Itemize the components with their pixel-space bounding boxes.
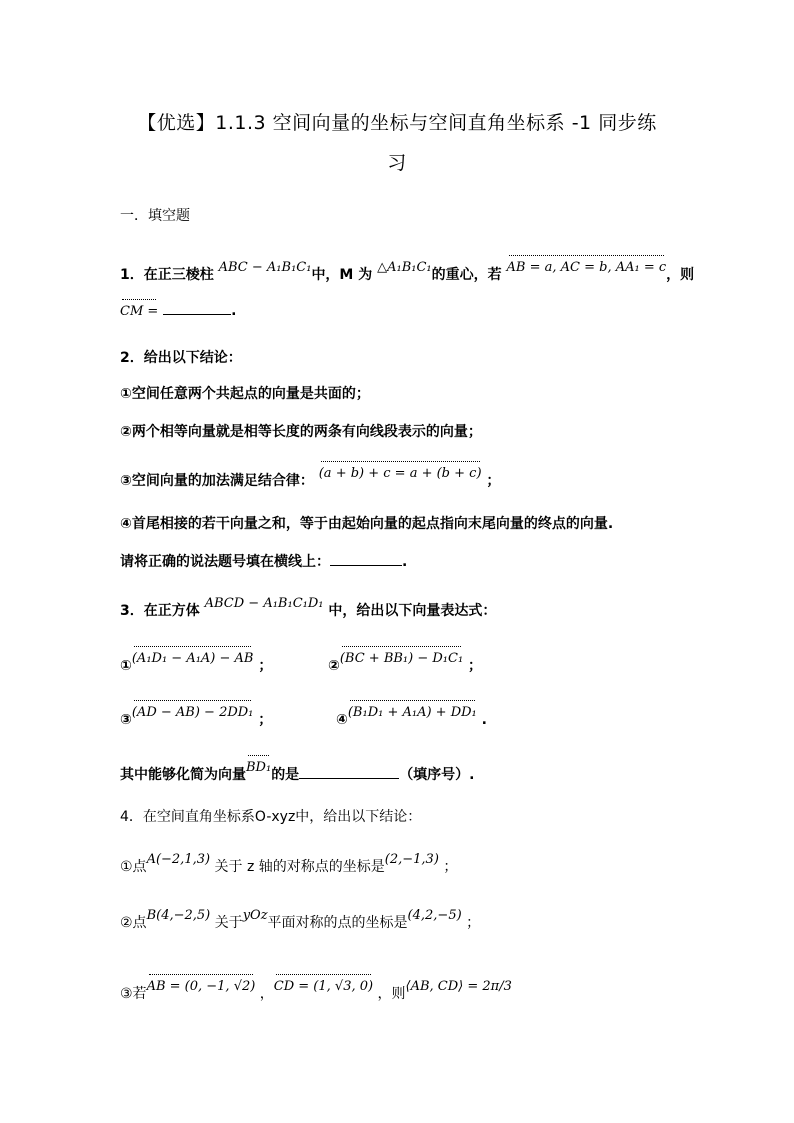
statement-4-2-b: 关于 [214, 915, 243, 931]
statement-4-3-c: ，则 [377, 986, 406, 1002]
option-3-1-number: ① [120, 658, 132, 674]
statement-4-2 [120, 908, 481, 933]
vector-bd1-expression: BD₁ [246, 760, 272, 775]
statement-2-3-end: ； [486, 473, 501, 489]
statement-4-2-end: ； [466, 915, 481, 931]
statement-2-2: ②两个相等向量就是相等长度的两条有向线段表示的向量； [120, 424, 482, 440]
option-3-4 [336, 705, 487, 730]
statement-4-1-a: ①点 [120, 859, 147, 875]
answer-blank-1[interactable] [163, 302, 231, 315]
statement-2-3 [120, 466, 501, 491]
symmetric-point-z-expression: (2,−1,3) [384, 852, 439, 867]
question-2-prompt-text: 请将正确的说法题号填在横线上： [120, 554, 330, 570]
statement-2-3-text: ③空间向量的加法满足结合律： [120, 473, 314, 489]
option-3-3-number: ③ [120, 712, 132, 728]
question-2-prompt-end: . [402, 554, 408, 570]
given-vectors-expression: AB = a, AC = b, AA₁ = c [506, 260, 667, 275]
vector-ab-coordinates: AB = (0, −1, √2) [146, 979, 256, 994]
point-b-expression: B(4,−2,5) [146, 908, 211, 923]
symmetric-point-yoz-expression: (4,2,−5) [407, 908, 462, 923]
option-3-2-expression: (BC + BB₁) − D₁C₁ [339, 651, 464, 666]
question-1-text-b: 中，M 为 [311, 267, 373, 283]
question-3-heading-b: 中，给出以下向量表达式： [328, 603, 497, 619]
statement-2-4: ④首尾相接的若干向量之和，等于由起始向量的起点指向末尾向量的终点的向量. [120, 516, 614, 532]
statement-4-1-b: 关于 z 轴的对称点的坐标是 [214, 859, 385, 875]
statement-4-2-a: ②点 [120, 915, 147, 931]
question-3-prompt [120, 760, 475, 785]
document-title-line2: 习 [387, 152, 407, 174]
question-3-heading-a: 3．在正方体 [120, 603, 200, 619]
option-3-1 [120, 651, 273, 676]
option-3-3-expression: (AD − AB) − 2DD₁ [131, 705, 254, 720]
statement-4-3-a: ③若 [120, 986, 147, 1002]
point-a-expression: A(−2,1,3) [146, 852, 211, 867]
option-3-3-end: ； [258, 712, 273, 728]
question-1-end: . [231, 303, 237, 319]
question-3-prompt-b: 的是 [271, 767, 300, 783]
answer-blank-3[interactable] [299, 766, 399, 779]
plane-yoz-expression: yOz [242, 908, 268, 923]
statement-4-1 [120, 852, 458, 877]
question-1-number: 1． [120, 267, 144, 283]
question-1-line2 [120, 302, 237, 321]
angle-expression: ⟨AB, CD⟩ = 2π/3 [405, 979, 512, 994]
question-3-prompt-c: （填序号）. [399, 767, 475, 783]
question-1-text-c: 的重心，若 [431, 267, 502, 283]
option-3-2 [328, 651, 483, 676]
associative-law-expression: (a + b) + c = a + (b + c) [318, 466, 482, 481]
statement-4-2-c: 平面对称的点的坐标是 [267, 915, 408, 931]
option-3-3 [120, 705, 273, 730]
statement-2-1: ①空间任意两个共起点的向量是共面的； [120, 386, 370, 402]
vector-cm-expression: CM = [120, 304, 159, 319]
option-3-2-end: ； [468, 658, 483, 674]
option-3-4-expression: (B₁D₁ + A₁A) + DD₁ [347, 705, 477, 720]
option-3-4-number: ④ [336, 712, 348, 728]
question-1-text-d: ，则 [666, 267, 695, 283]
question-3-prompt-a: 其中能够化简为向量 [120, 767, 246, 783]
question-2-prompt [120, 553, 407, 571]
vector-cd-coordinates: CD = (1, √3, 0) [273, 979, 374, 994]
statement-4-3 [120, 979, 512, 1004]
statement-4-3-b: ， [259, 986, 274, 1002]
question-1-line1 [120, 260, 695, 285]
question-2-heading: 2．给出以下结论： [120, 350, 242, 366]
option-3-4-end: . [481, 712, 487, 728]
cube-expression: ABCD − A₁B₁C₁D₁ [204, 596, 324, 611]
question-4-heading: 4．在空间直角坐标系O-xyz中，给出以下结论： [120, 809, 422, 825]
question-3-heading [120, 596, 497, 621]
option-3-1-expression: (A₁D₁ − A₁A) − AB [131, 651, 254, 666]
option-3-2-number: ② [328, 658, 340, 674]
question-1-text-a: 在正三棱柱 [143, 267, 214, 283]
document-title-line1: 【优选】1.1.3 空间向量的坐标与空间直角坐标系 -1 同步练 [137, 112, 657, 134]
answer-blank-2[interactable] [330, 553, 402, 566]
prism-expression: ABC − A₁B₁C₁ [218, 260, 312, 275]
section-heading: 一．填空题 [120, 208, 190, 224]
statement-4-1-end: ； [443, 859, 458, 875]
option-3-1-end: ； [258, 658, 273, 674]
triangle-expression: △A₁B₁C₁ [377, 260, 432, 275]
